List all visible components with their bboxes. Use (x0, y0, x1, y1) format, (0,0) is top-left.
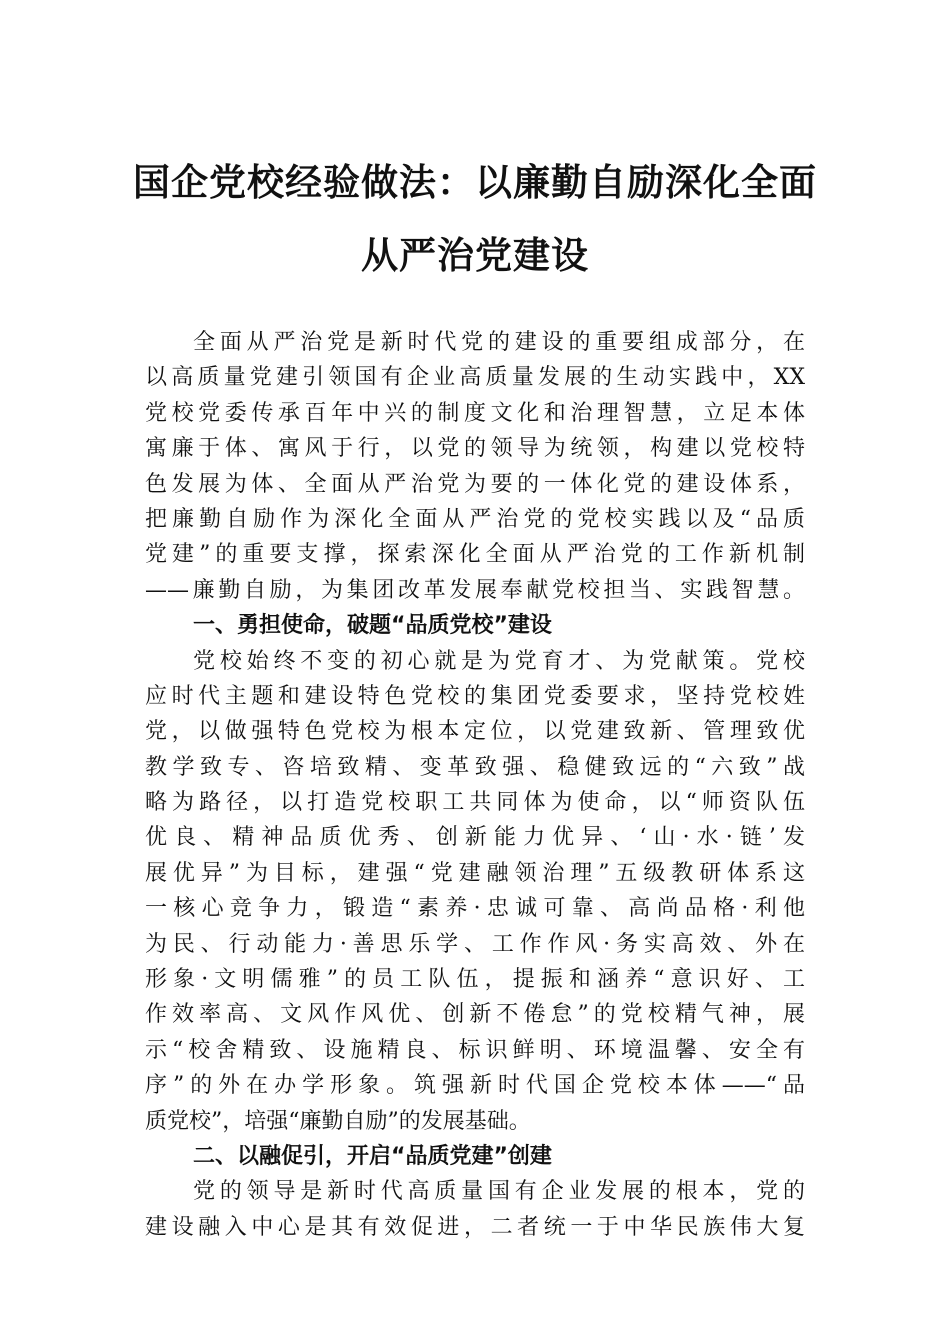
paragraph-2-line: 党，以做强特色党校为根本定位，以党建致新、管理致优 (145, 719, 805, 745)
paragraph-2-line: 形象·文明儒雅”的员工队伍，提振和涵养“意识好、工 (145, 967, 805, 993)
paragraph-1-line: 以高质量党建引领国有企业高质量发展的生动实践中，XX (145, 365, 805, 391)
paragraph-2-line: 优良、精神品质优秀、创新能力优异、‘山·水·链’发 (145, 825, 805, 851)
document-body (145, 325, 805, 1245)
paragraph-2-line: 质党校”，培强“廉勤自励”的发展基础。 (145, 1108, 531, 1134)
paragraph-1-line: 全面从严治党是新时代党的建设的重要组成部分，在 (193, 330, 805, 355)
paragraph-3-line: 党的领导是新时代高质量国有企业发展的根本，党的 (193, 1179, 805, 1205)
paragraph-1-line: 寓廉于体、寓风于行，以党的领导为统领，构建以党校特 (145, 436, 805, 462)
paragraph-3-line: 建设融入中心是其有效促进，二者统一于中华民族伟大复 (145, 1214, 805, 1240)
paragraph-1-line: 党校党委传承百年中兴的制度文化和治理智慧，立足本体 (145, 400, 805, 426)
paragraph-2-line: 示“校舍精致、设施精良、标识鲜明、环境温馨、安全有 (145, 1037, 805, 1063)
paragraph-2-line: 一核心竞争力，锻造“素养·忠诚可靠、高尚品格·利他 (145, 896, 805, 922)
paragraph-2-line: 应时代主题和建设特色党校的集团党委要求，坚持党校姓 (145, 683, 805, 709)
paragraph-2-line: 教学致专、咨培致精、变革致强、稳健致远的“六致”战 (145, 754, 805, 780)
paragraph-2-line: 序”的外在办学形象。筑强新时代国企党校本体——“品 (145, 1073, 805, 1099)
document-title-line-1: 国企党校经验做法：以廉勤自励深化全面 (133, 160, 817, 204)
section-heading-1: 一、勇担使命，破题“品质党校”建设 (193, 613, 552, 639)
paragraph-1-line: ——廉勤自励，为集团改革发展奉献党校担当、实践智慧。 (145, 577, 805, 603)
paragraph-2-line: 略为路径，以打造党校职工共同体为使命，以“师资队伍 (145, 790, 805, 816)
paragraph-1-line: 党建”的重要支撑，探索深化全面从严治党的工作新机制 (145, 542, 805, 568)
paragraph-2-line: 为民、行动能力·善思乐学、工作作风·务实高效、外在 (145, 931, 805, 957)
paragraph-2-line: 作效率高、文风作风优、创新不倦怠”的党校精气神，展 (145, 1002, 805, 1028)
paragraph-2-line: 党校始终不变的初心就是为党育才、为党献策。党校 (193, 648, 805, 674)
paragraph-1-line: 色发展为体、全面从严治党为要的一体化党的建设体系， (145, 471, 805, 497)
paragraph-2-line: 展优异”为目标，建强“党建融领治理”五级教研体系这 (145, 860, 805, 886)
document-title-line-2: 从严治党建设 (361, 233, 589, 277)
section-heading-2: 二、以融促引，开启“品质党建”创建 (193, 1143, 552, 1169)
paragraph-1-line: 把廉勤自励作为深化全面从严治党的党校实践以及“品质 (145, 506, 805, 532)
